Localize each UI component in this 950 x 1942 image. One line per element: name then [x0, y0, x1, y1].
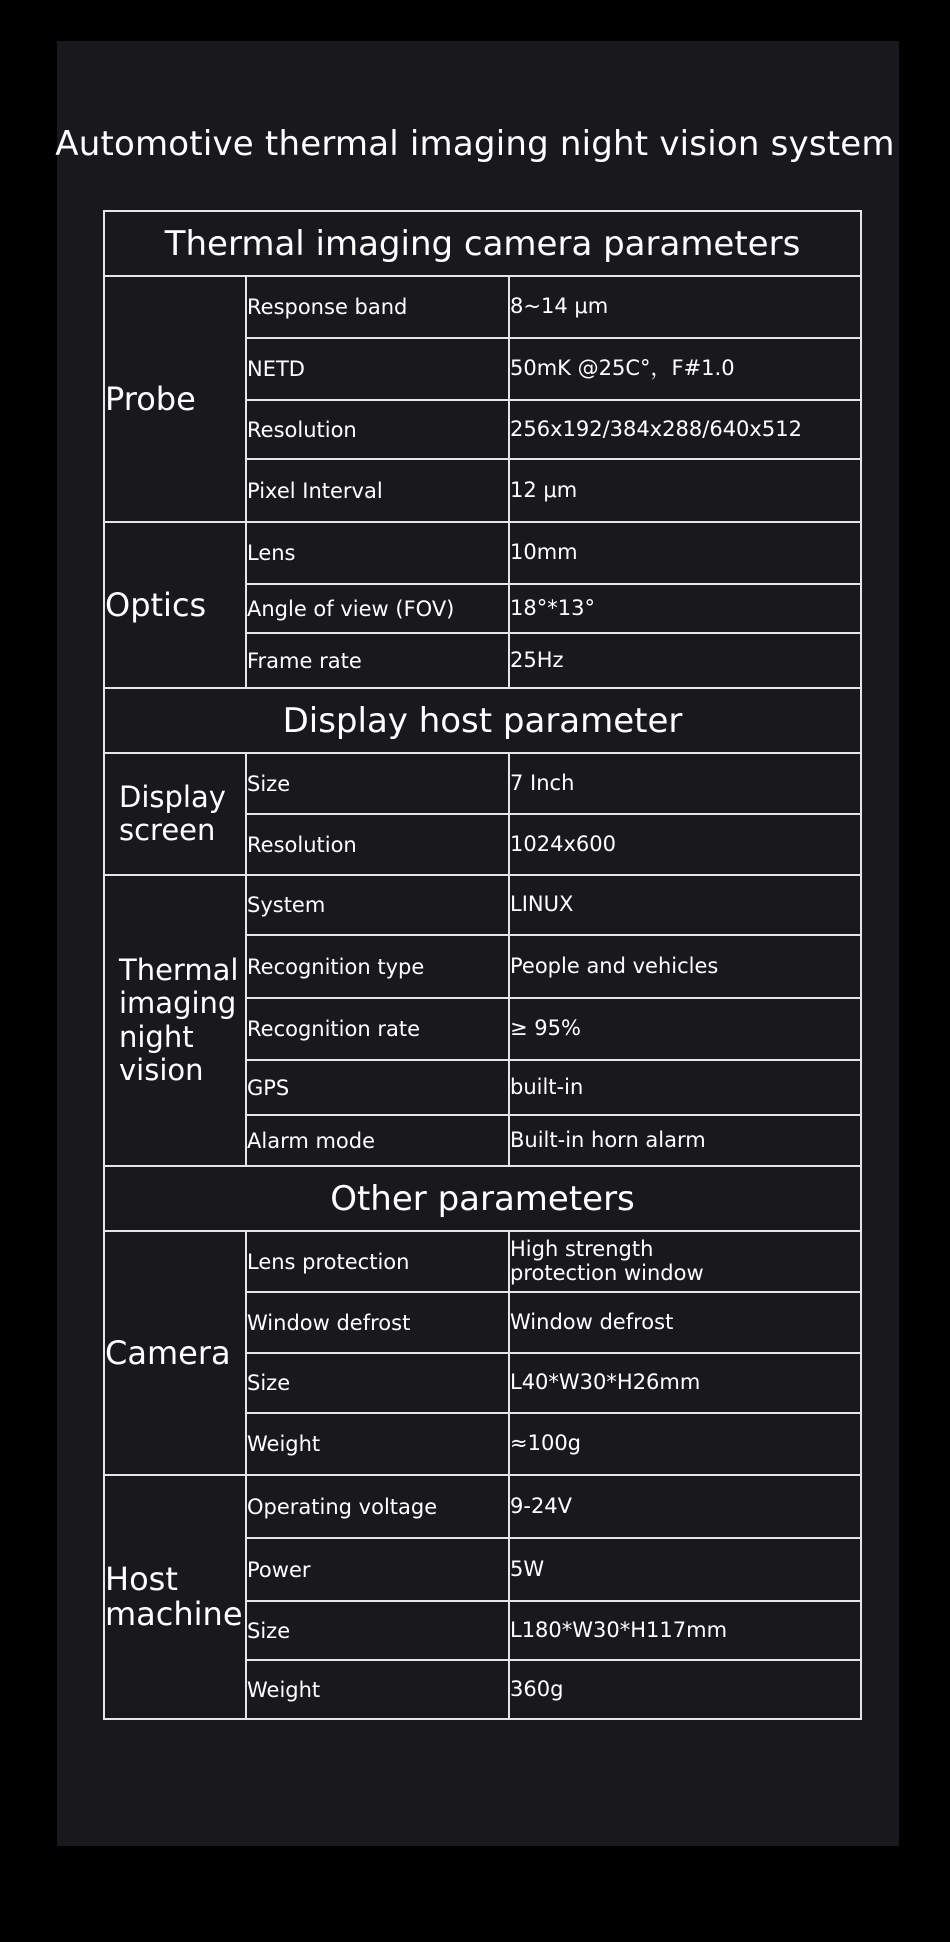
spec-table [103, 210, 862, 1720]
param-value: High strength protection window [509, 1231, 861, 1292]
table-row [104, 276, 861, 338]
param-value: L40*W30*H26mm [509, 1353, 861, 1413]
param-label: Lens protection [246, 1231, 509, 1292]
section-heading: Thermal imaging camera parameters [104, 211, 861, 276]
param-value: 50mK @25C°，F#1.0 [509, 338, 861, 400]
param-value: Built-in horn alarm [509, 1115, 861, 1166]
param-value: People and vehicles [509, 935, 861, 998]
param-label: Pixel Interval [246, 459, 509, 522]
param-value: 9-24V [509, 1475, 861, 1538]
param-label: Frame rate [246, 633, 509, 688]
param-label: Angle of view (FOV) [246, 584, 509, 633]
page-title: Automotive thermal imaging night vision system [55, 124, 895, 164]
table-row [104, 1231, 861, 1292]
section-header-row [104, 211, 861, 276]
param-value: 5W [509, 1538, 861, 1601]
param-label: Operating voltage [246, 1475, 509, 1538]
group-label: Thermal imaging night vision [104, 875, 246, 1166]
param-value: LINUX [509, 875, 861, 935]
param-value: built-in [509, 1060, 861, 1115]
param-label: Resolution [246, 400, 509, 459]
param-value: 18°*13° [509, 584, 861, 633]
param-label: Response band [246, 276, 509, 338]
param-value: 256x192/384x288/640x512 [509, 400, 861, 459]
section-header-row [104, 1166, 861, 1231]
param-value: 12 μm [509, 459, 861, 522]
param-value: 10mm [509, 522, 861, 584]
param-value: 8~14 μm [509, 276, 861, 338]
param-value: 360g [509, 1660, 861, 1719]
param-label: Size [246, 1601, 509, 1660]
param-value: 25Hz [509, 633, 861, 688]
param-label: Resolution [246, 814, 509, 875]
param-value: ≥ 95% [509, 998, 861, 1060]
group-label: Display screen [104, 753, 246, 875]
param-label: Size [246, 1353, 509, 1413]
param-label: Recognition type [246, 935, 509, 998]
param-label: Power [246, 1538, 509, 1601]
section-header-row [104, 688, 861, 753]
param-label: GPS [246, 1060, 509, 1115]
param-label: Recognition rate [246, 998, 509, 1060]
param-label: Window defrost [246, 1292, 509, 1353]
param-value: Window defrost [509, 1292, 861, 1353]
param-label: Alarm mode [246, 1115, 509, 1166]
table-row [104, 753, 861, 814]
group-label: Probe [104, 276, 246, 522]
param-value: ≈100g [509, 1413, 861, 1475]
table-row [104, 875, 861, 935]
param-label: Weight [246, 1660, 509, 1719]
param-label: Weight [246, 1413, 509, 1475]
section-heading: Display host parameter [104, 688, 861, 753]
param-value: 7 Inch [509, 753, 861, 814]
param-value: L180*W30*H117mm [509, 1601, 861, 1660]
param-label: Lens [246, 522, 509, 584]
param-label: Size [246, 753, 509, 814]
table-row [104, 522, 861, 584]
param-label: NETD [246, 338, 509, 400]
group-label: Camera [104, 1231, 246, 1475]
group-label: Host machine [104, 1475, 246, 1719]
section-heading: Other parameters [104, 1166, 861, 1231]
param-value: 1024x600 [509, 814, 861, 875]
table-row [104, 1475, 861, 1538]
param-label: System [246, 875, 509, 935]
group-label: Optics [104, 522, 246, 688]
